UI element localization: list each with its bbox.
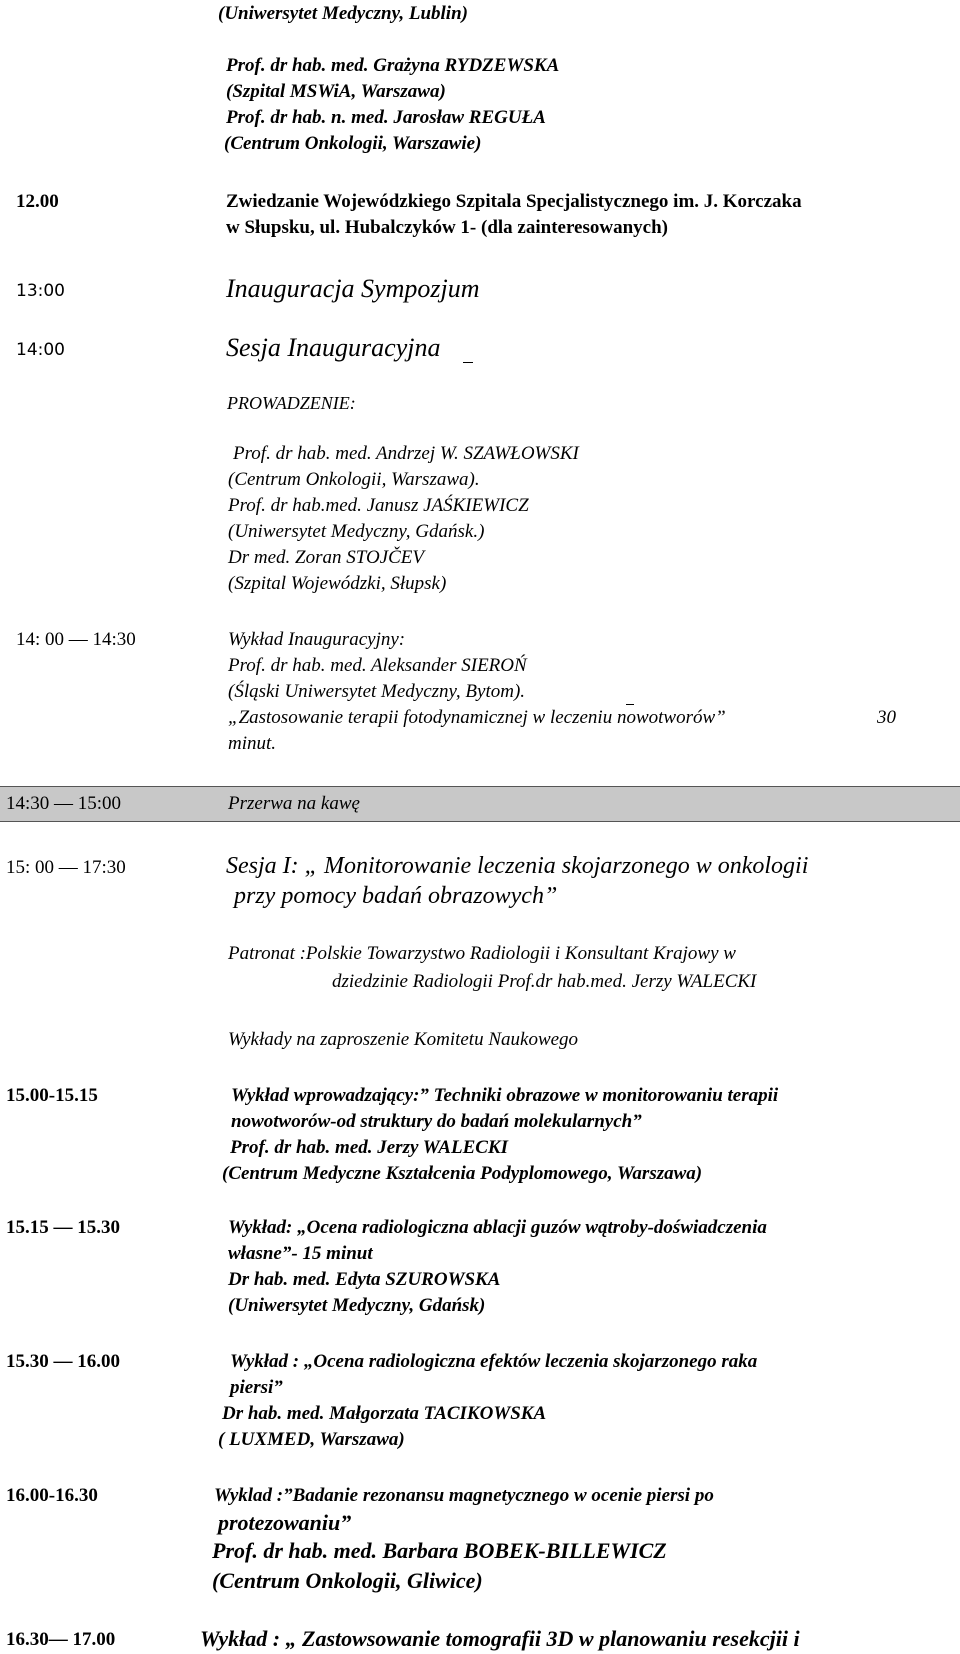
affiliation-text: (Szpital Wojewódzki, Słupsk): [228, 573, 447, 594]
section-title: Inauguracja Sympozjum: [226, 274, 480, 303]
underline-mark: [626, 704, 634, 705]
affiliation-text: (Centrum Onkologii, Warszawie): [224, 133, 482, 154]
coffee-break-band: [0, 786, 960, 822]
lecture-heading: Wykład Inauguracyjny:: [228, 629, 406, 650]
affiliation-text: ( LUXMED, Warszawa): [218, 1429, 405, 1450]
lecture-title: protezowaniu”: [218, 1510, 352, 1535]
time-label: 13:00: [16, 281, 65, 301]
patronage-text: dziedzinie Radiologii Prof.dr hab.med. Jerzy WALECKI: [332, 971, 757, 992]
agenda-text: w Słupsku, ul. Hubalczyków 1- (dla zainteresowanych): [226, 217, 668, 238]
speaker-name: Prof. dr hab. n. med. Jarosław REGUŁA: [226, 107, 546, 128]
time-label: 14:00: [16, 340, 65, 360]
time-label: 15: 00 — 17:30: [6, 857, 126, 878]
lecture-title: Wykład : „Ocena radiologiczna efektów leczenia skojarzonego raka: [230, 1351, 758, 1372]
lecture-title: piersi”: [230, 1377, 283, 1398]
section-title: Sesja Inauguracyjna: [226, 333, 441, 362]
lecture-title: Wykład wprowadzający:” Techniki obrazowe w monitorowaniu terapii: [231, 1085, 779, 1106]
affiliation-text: (Szpital MSWiA, Warszawa): [226, 81, 446, 102]
patronage-text: Patronat :Polskie Towarzystwo Radiologii i Konsultant Krajowy w: [228, 943, 736, 964]
section-title: przy pomocy badań obrazowych”: [234, 883, 558, 909]
speaker-name: Dr hab. med. Edyta SZUROWSKA: [228, 1269, 501, 1290]
affiliation-text: (Śląski Uniwersytet Medyczny, Bytom).: [228, 681, 526, 702]
lecture-title: Wykład: „Ocena radiologiczna ablacji guzów wątroby-doświadczenia: [228, 1217, 767, 1238]
time-label: 15.00-15.15: [6, 1085, 98, 1106]
speaker-name: Prof. dr hab. med. Aleksander SIEROŃ: [228, 655, 527, 676]
lecture-title: minut.: [228, 733, 277, 754]
affiliation-text: (Uniwersytet Medyczny, Lublin): [218, 3, 468, 24]
affiliation-text: (Uniwersytet Medyczny, Gdańsk.): [228, 521, 485, 542]
affiliation-text: (Centrum Medyczne Kształcenia Podyplomowego, Warszawa): [222, 1163, 703, 1184]
speaker-name: Dr med. Zoran STOJČEV: [228, 547, 424, 568]
time-label: 16.30— 17.00: [6, 1629, 116, 1650]
invited-lectures-heading: Wykłady na zaproszenie Komitetu Naukowego: [228, 1029, 579, 1050]
lecture-duration: 30: [877, 707, 896, 728]
speaker-name: Dr hab. med. Małgorzata TACIKOWSKA: [222, 1403, 547, 1424]
affiliation-text: (Centrum Onkologii, Gliwice): [212, 1568, 483, 1593]
speaker-name: Prof. dr hab.med. Janusz JAŚKIEWICZ: [228, 495, 529, 516]
lecture-title: „Zastosowanie terapii fotodynamicznej w leczeniu nowotworów”: [228, 707, 726, 728]
agenda-text: Zwiedzanie Wojewódzkiego Szpitala Specjalistycznego im. J. Korczaka: [226, 191, 802, 212]
time-label: 16.00-16.30: [6, 1485, 98, 1506]
lecture-title: własne”- 15 minut: [228, 1243, 373, 1264]
speaker-name: Prof. dr hab. med. Andrzej W. SZAWŁOWSKI: [233, 443, 579, 464]
coffee-break-text: Przerwa na kawę: [228, 793, 360, 814]
lecture-title: Wykład : „ Zastowsowanie tomografii 3D w planowaniu resekcjii i: [200, 1626, 800, 1651]
chair-heading: PROWADZENIE:: [227, 393, 356, 413]
lecture-title: nowotworów-od struktury do badań molekularnych”: [231, 1111, 642, 1132]
time-label: 15.30 — 16.00: [6, 1351, 120, 1372]
time-label: 14:30 — 15:00: [6, 793, 122, 814]
time-label: 15.15 — 15.30: [6, 1217, 120, 1238]
speaker-name: Prof. dr hab. med. Grażyna RYDZEWSKA: [226, 55, 560, 76]
speaker-name: Prof. dr hab. med. Jerzy WALECKI: [230, 1137, 508, 1158]
time-label: 14: 00 — 14:30: [16, 629, 136, 650]
affiliation-text: (Uniwersytet Medyczny, Gdańsk): [228, 1295, 486, 1316]
lecture-title: Wyklad :”Badanie rezonansu magnetycznego w ocenie piersi po: [214, 1485, 714, 1506]
time-label: 12.00: [16, 191, 59, 212]
underline-mark: [463, 362, 473, 363]
affiliation-text: (Centrum Onkologii, Warszawa).: [228, 469, 480, 490]
speaker-name: Prof. dr hab. med. Barbara BOBEK-BILLEWICZ: [212, 1538, 667, 1563]
section-title: Sesja I: „ Monitorowanie leczenia skojarzonego w onkologii: [226, 853, 809, 879]
